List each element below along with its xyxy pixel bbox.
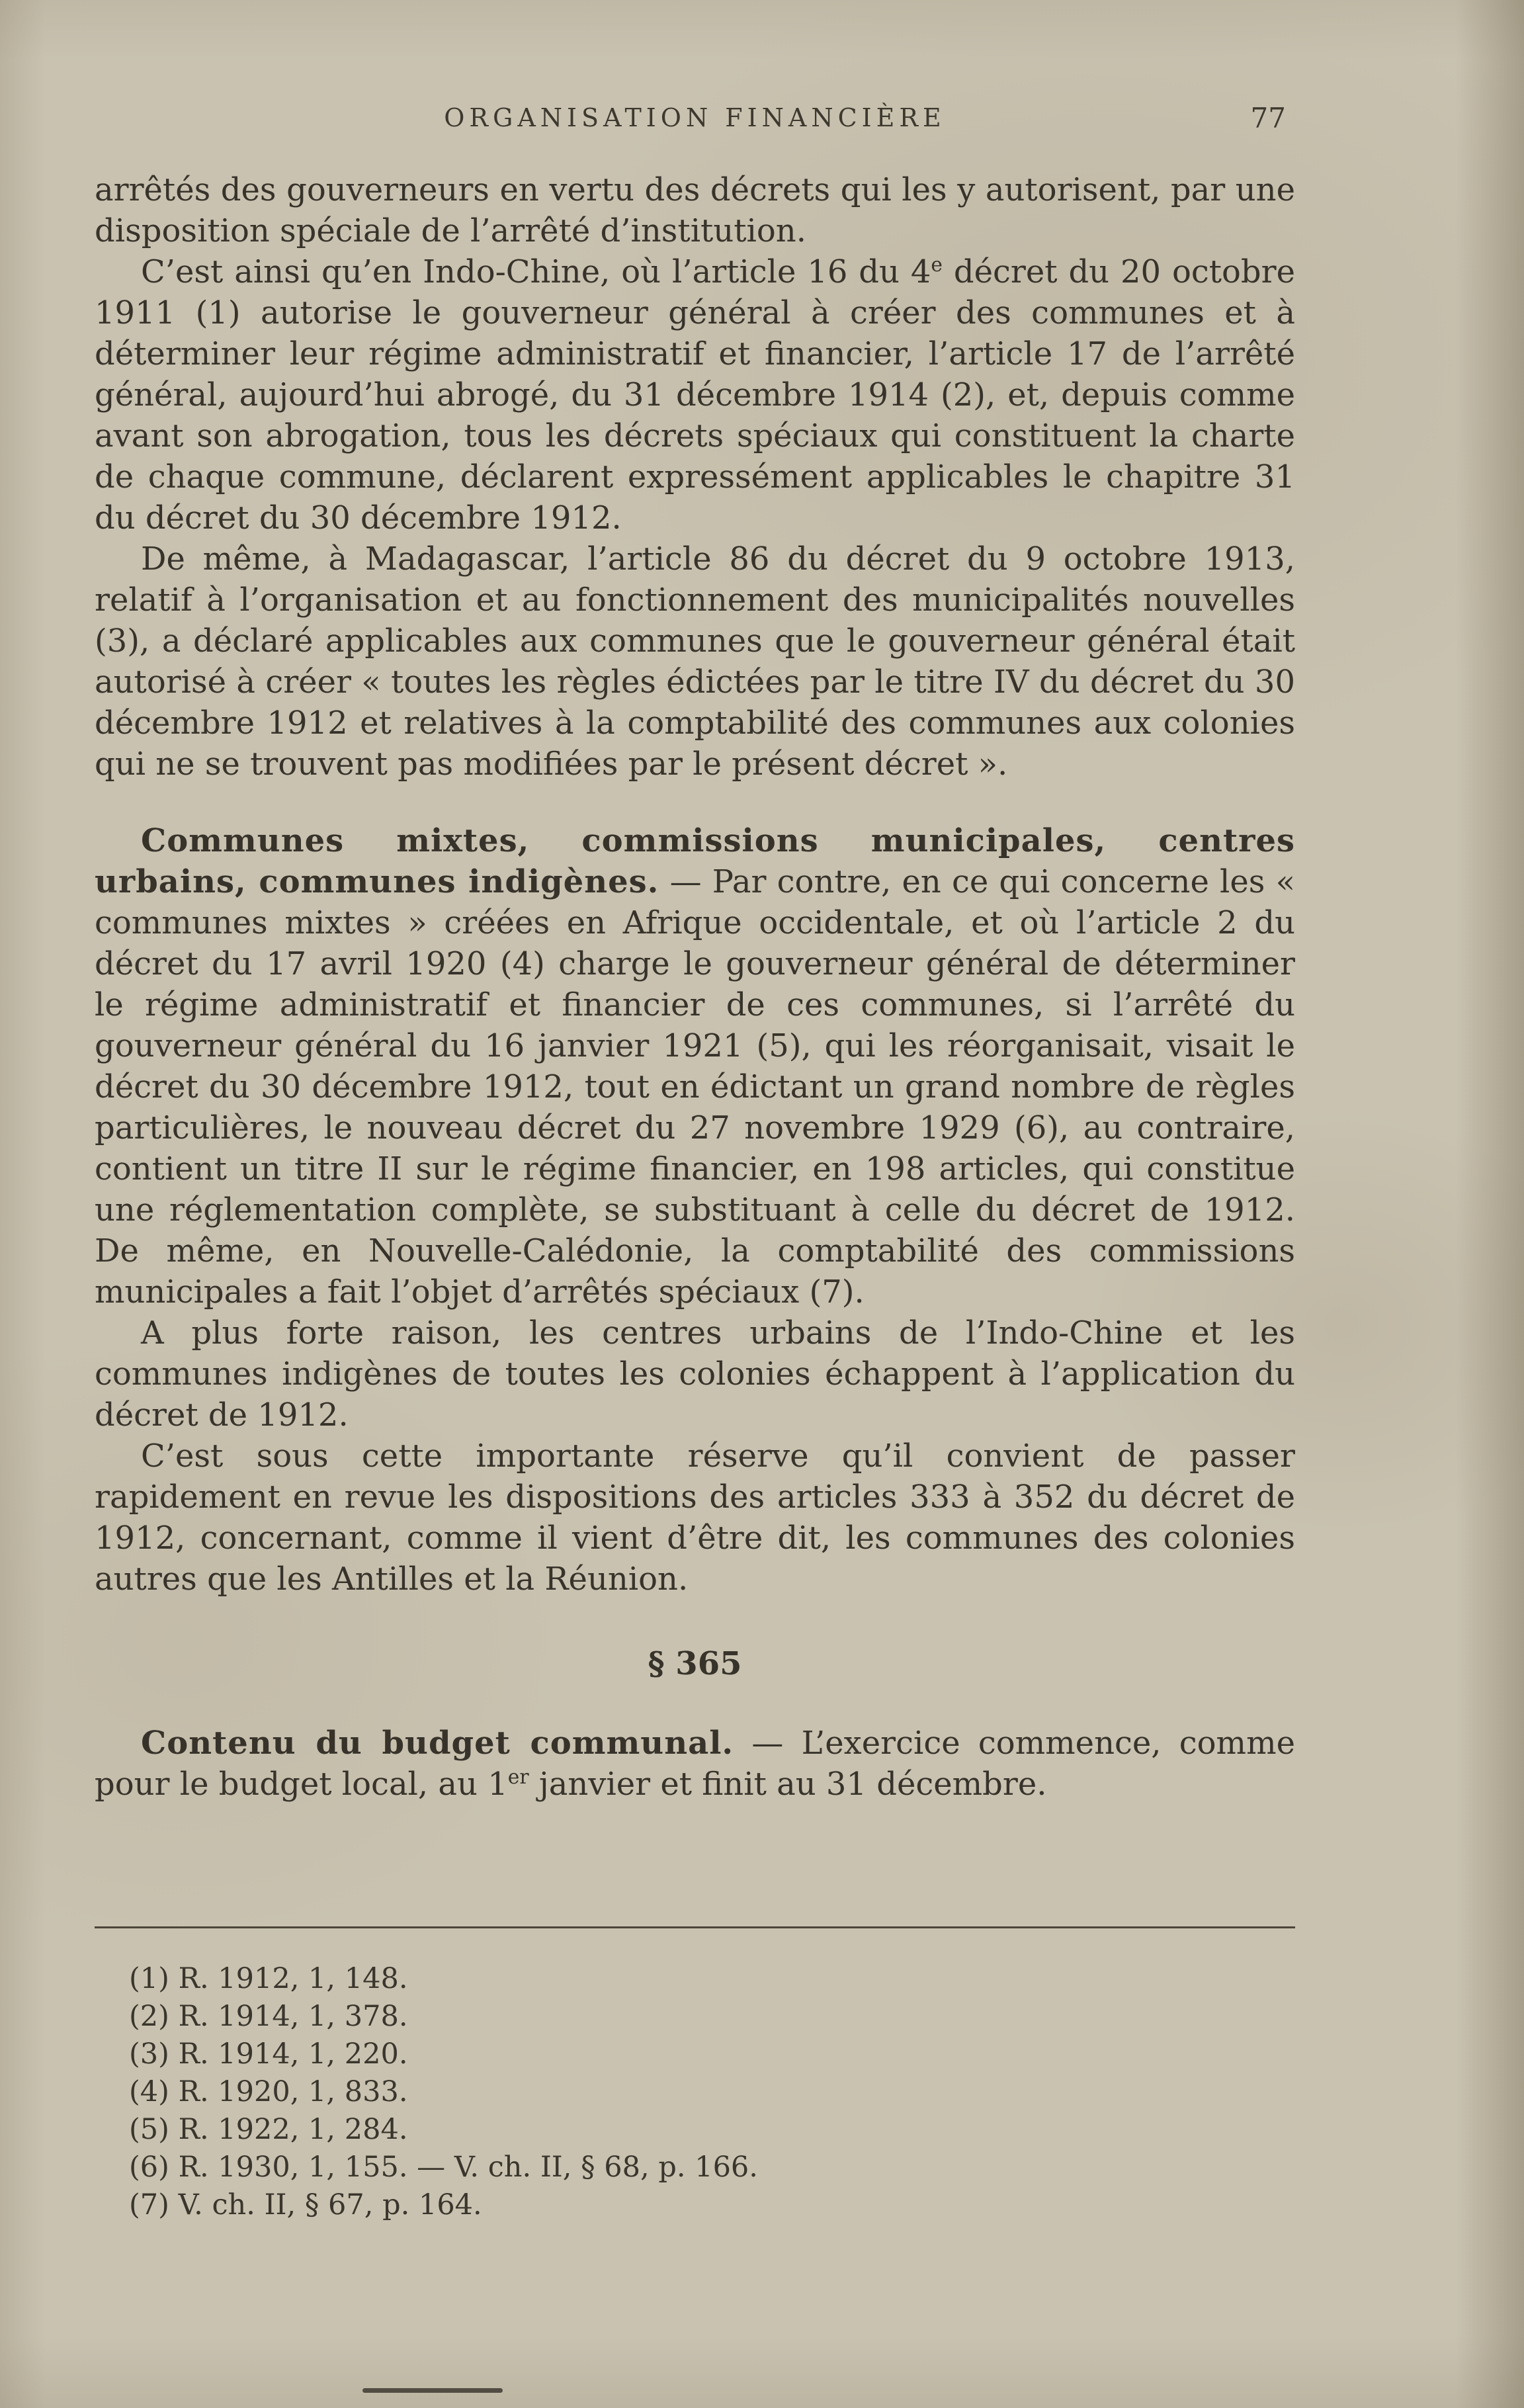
- paragraph-with-heading: [95, 1723, 1295, 1805]
- footnotes-section: [95, 1926, 1295, 2224]
- text-block: [95, 169, 1295, 1805]
- paragraph-text: décret du 20 octobre 1911 (1) autorise le gouverneur général à créer des communes et à déterminer leur régime administratif et financier, l’article 17 de l’arrêté général, aujourd’hui abrogé, du 31 décembre 1914 (2), et, depuis comme avant son abrogation, tous les décrets spéciaux qui constituent la charte de chaque commune, déclarent expressément applicables le chapitre 31 du décret du 30 décembre 1912.: [95, 253, 1296, 537]
- section-mark: § 365: [648, 1645, 742, 1682]
- paragraph-text: janvier et finit au 31 décembre.: [529, 1766, 1047, 1803]
- footnote: (1) R. 1912, 1, 148.: [129, 1962, 408, 1995]
- bold-lead: Contenu du budget communal.: [141, 1725, 734, 1762]
- footnote-rule: [95, 1926, 1295, 1928]
- bold-lead: Communes mixtes, commissions municipales, centres urbains, communes indigènes.: [95, 822, 1295, 900]
- footnote: (6) R. 1930, 1, 155. — V. ch. II, § 68, p. 166.: [129, 2151, 758, 2184]
- paragraph: C’est sous cette importante réserve qu’il convient de passer rapidement en revue les dispositions des articles 333 à 352 du décret de 1912, concernant, comme il vient d’être dit, les communes des colonies autres que les Antilles et la Réunion.: [95, 1438, 1295, 1598]
- paragraph: A plus forte raison, les centres urbains de l’Indo-Chine et les communes indigènes de toutes les colonies échappent à l’application du décret de 1912.: [95, 1314, 1295, 1434]
- footnote: (2) R. 1914, 1, 378.: [129, 2000, 408, 2033]
- footnote: (3) R. 1914, 1, 220.: [129, 2038, 408, 2071]
- running-title: ORGANISATION FINANCIÈRE: [444, 103, 946, 132]
- footnote: (4) R. 1920, 1, 833.: [129, 2075, 408, 2108]
- footnote: (5) R. 1922, 1, 284.: [129, 2113, 408, 2146]
- superscript: er: [507, 1766, 529, 1789]
- scan-artifact-line: [362, 2388, 503, 2393]
- paragraph-text: C’est ainsi qu’en Indo-Chine, où l’article 16 du 4: [141, 253, 931, 290]
- page-header: [95, 103, 1295, 143]
- paragraph: [95, 251, 1295, 538]
- footnote: (7) V. ch. II, § 67, p. 164.: [129, 2188, 482, 2221]
- page-number: 77: [1250, 102, 1286, 134]
- paragraph-continuation: arrêtés des gouverneurs en vertu des décrets qui les y autorisent, par une disposition spéciale de l’arrêté d’institution.: [95, 171, 1295, 249]
- paragraph-text: — Par contre, en ce qui concerne les « communes mixtes » créées en Afrique occidentale, et où l’article 2 du décret du 17 avril 1920 (4) charge le gouverneur général de déterminer le régime administratif et financier de ces communes, si l’arrêté du gouverneur général du 16 janvier 1921 (5), qui les réorganisait, visait le décret du 30 décembre 1912, tout en édictant un grand nombre de règles particulières, le nouveau décret du 27 novembre 1929 (6), au contraire, contient un titre II sur le régime financier, en 198 articles, qui constitue une réglementation complète, se substituant à celle du décret de 1912. De même, en Nouvelle-Calédonie, la comptabilité des commissions municipales a fait l’objet d’arrêtés spéciaux (7).: [95, 863, 1295, 1311]
- paragraph: De même, à Madagascar, l’article 86 du décret du 9 octobre 1913, relatif à l’organisation et au fonctionnement des municipalités nouvelles (3), a déclaré applicables aux communes que le gouverneur général était autorisé à créer « toutes les règles édictées par le titre IV du décret du 30 décembre 1912 et relatives à la comptabilité des communes aux colonies qui ne se trouvent pas modifiées par le présent décret ».: [95, 540, 1295, 783]
- paragraph-text: — L’exercice commence, comme pour le budget local, au 1: [95, 1725, 1295, 1803]
- superscript: e: [931, 253, 943, 277]
- paragraph-with-heading: [95, 820, 1295, 1312]
